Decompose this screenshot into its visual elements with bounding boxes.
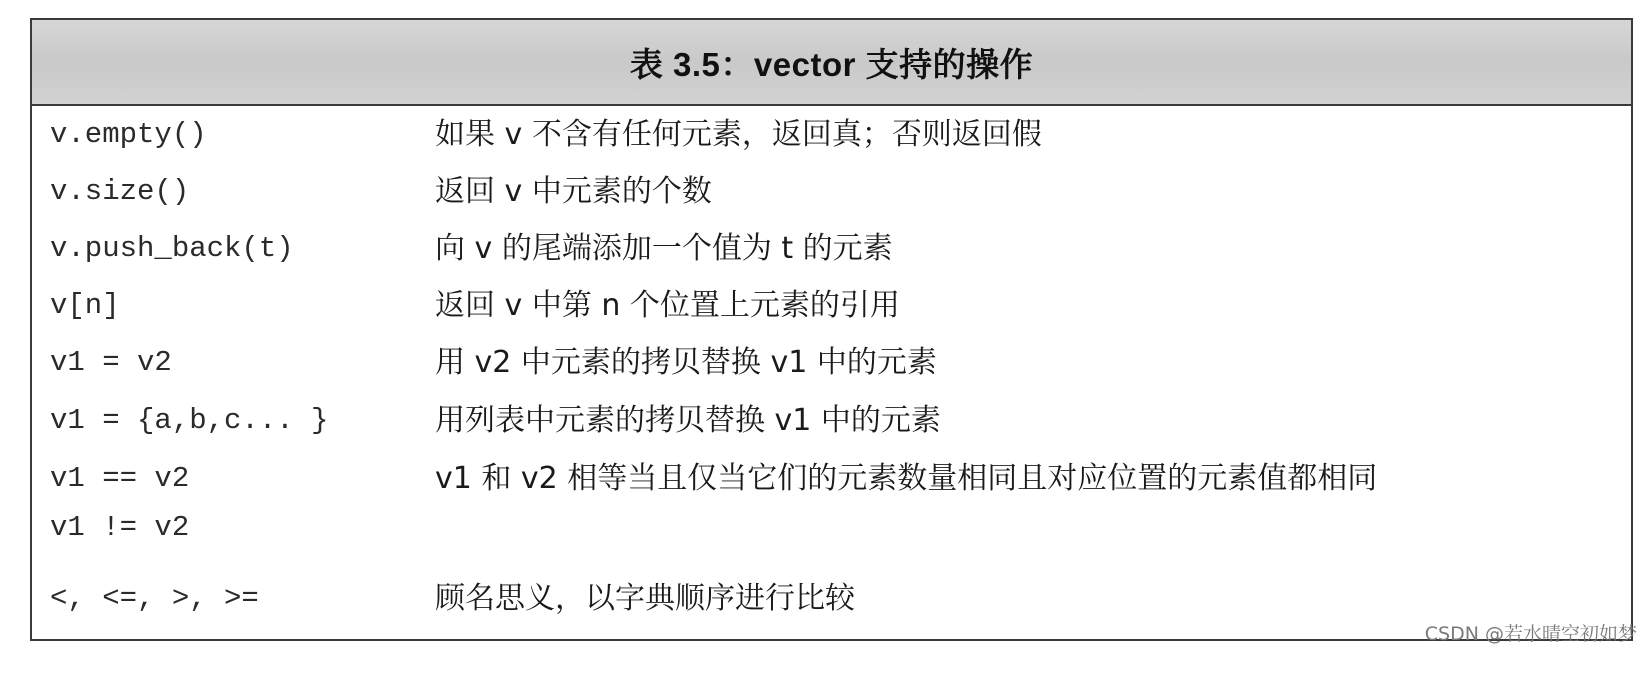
description-cell: 用 v2 中元素的拷贝替换 v1 中的元素 [435,345,937,380]
operation-cell: v.size() [50,175,190,208]
table-row [32,220,1631,278]
operations-table [30,18,1633,641]
operation-cell: v.push_back(t) [50,232,294,265]
operation-cell: v.empty() [50,118,207,151]
table-row [32,570,1631,628]
operation-cell: v1 = {a,b,c... } [50,404,329,437]
table-row [32,106,1631,164]
operation-cell: v[n] [50,289,120,322]
description-cell: 返回 v 中元素的个数 [435,174,712,209]
operation-cell: v1 == v2 [50,462,190,495]
description-cell: v1 和 v2 相等当且仅当它们的元素数量相同且对应位置的元素值都相同 [435,461,1378,496]
operation-cell: v1 != v2 [50,511,190,544]
table-row [32,334,1631,392]
description-cell: 用列表中元素的拷贝替换 v1 中的元素 [435,403,941,438]
table-row [32,277,1631,335]
table-row [32,499,1631,557]
table-caption: 表 3.5：vector 支持的操作 [629,45,1034,83]
description-cell: 返回 v 中第 n 个位置上元素的引用 [435,288,900,323]
operation-cell: v1 = v2 [50,346,172,379]
description-cell: 顾名思义，以字典顺序进行比较 [435,581,855,616]
operation-cell: <, <=, >, >= [50,582,259,615]
table-row [32,392,1631,450]
table-row [32,163,1631,221]
description-cell: 向 v 的尾端添加一个值为 t 的元素 [435,231,893,266]
description-cell: 如果 v 不含有任何元素，返回真；否则返回假 [435,117,1042,152]
watermark-text: CSDN @若水晴空初如梦 [1424,623,1637,645]
table-caption-bar [32,20,1631,106]
